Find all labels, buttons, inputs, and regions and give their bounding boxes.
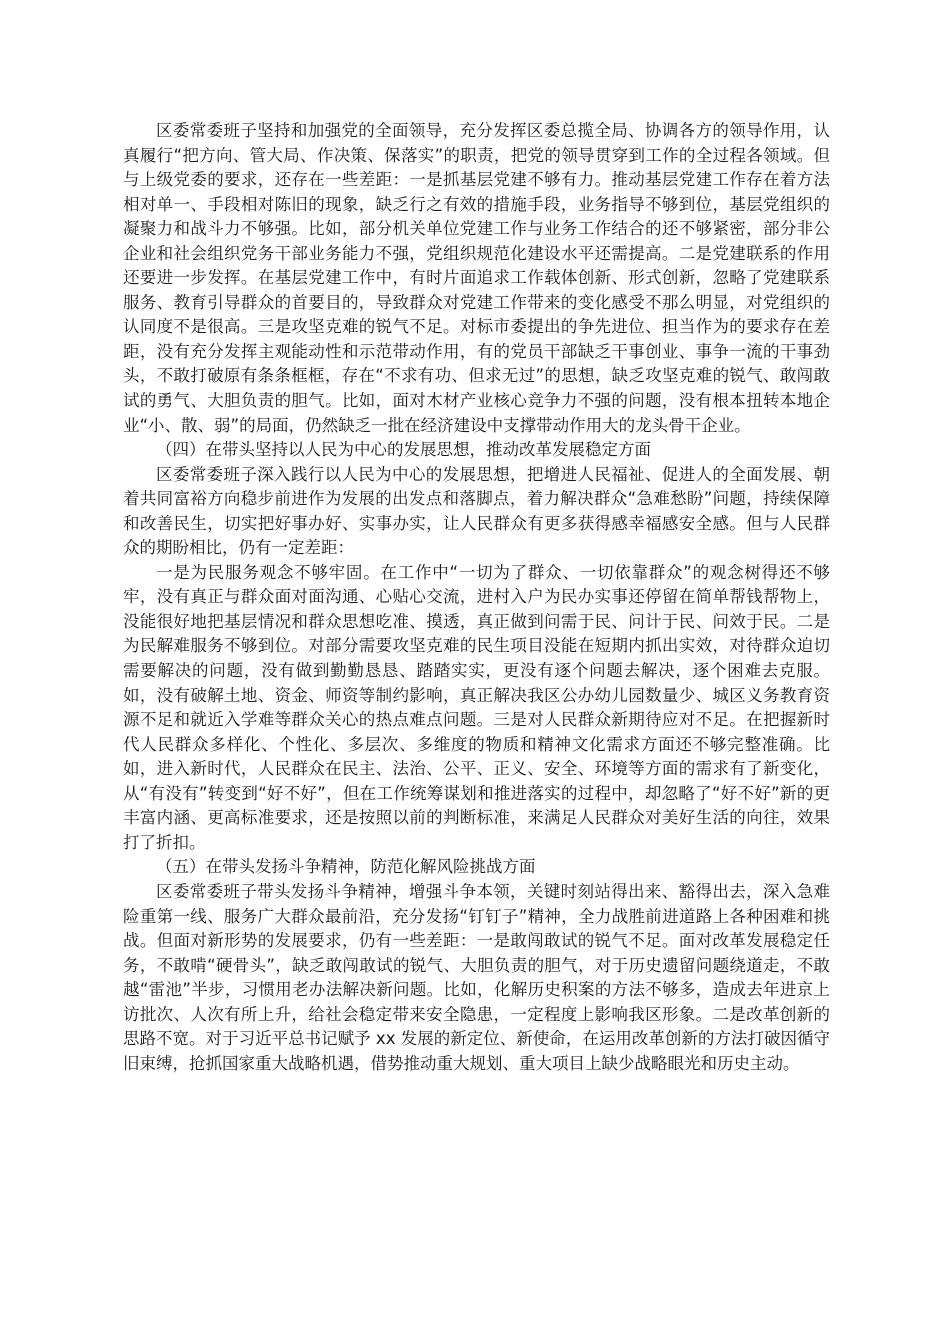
document-page [123,119,830,1076]
paragraph-people-centered-gaps: 一是为民服务观念不够牢固。在工作中“一切为了群众、一切依靠群众”的观念树得还不够牢，没有真正与群众面对面沟通、心贴心交流，进村入户为民办实事还停留在简单帮钱帮物上，没能很好地把基层情况和群众思想吃准、摸透，真正做到问需于民、问计于民、问效于民。二是为民解难服务不够到位。对部分需要攻坚克难的民生项目没能在短期内抓出实效，对待群众迫切需要解决的问题，没有做到勤勤恳恳、踏踏实实，更没有逐个问题去解决，逐个困难去克服。如，没有破解土地、资金、师资等制约影响，真正解决我区公办幼儿园数量少、城区义务教育资源不足和就近入学难等群众关心的热点难点问题。三是对人民群众新期待应对不足。在把握新时代人民群众多样化、个性化、多层次、多维度的物质和精神文化需求方面还不够完整准确。比如，进入新时代，人民群众在民主、法治、公平、正义、安全、环境等方面的需求有了新变化，从“有没有”转变到“好不好”，但在工作统筹谋划和推进落实的过程中，却忽略了“好不好”新的更丰富内涵、更高标准要求，还是按照以前的判断标准，来满足人民群众对美好生活的向往，效果打了折扣。 [123,562,830,852]
paragraph-people-centered-intro: 区委常委班子深入践行以人民为中心的发展思想，把增进人民福祉、促进人的全面发展、朝着共同富裕方向稳步前进作为发展的出发点和落脚点，着力解决群众“急难愁盼”问题，持续保障和改善民生，切实把好事办好、实事办实，让人民群众有更多获得感幸福感安全感。但与人民群众的期盼相比，仍有一定差距： [123,464,830,558]
section-heading-5: （五）在带头发扬斗争精神，防范化解风险挑战方面 [156,857,536,877]
paragraph-party-leadership: 区委常委班子坚持和加强党的全面领导，充分发挥区委总揽全局、协调各方的领导作用，认真履行“把方向、管大局、作决策、保落实”的职责，把党的领导贯穿到工作的全过程各领域。但与上级党委的要求，还存在一些差距：一是抓基层党建不够有力。推动基层党建工作存在着方法相对单一、手段相对陈旧的现象，缺乏行之有效的措施手段，业务指导不够到位，基层党组织的凝聚力和战斗力不够强。比如，部分机关单位党建工作与业务工作结合的还不够紧密，部分非公企业和社会组织党务干部业务能力不强，党组织规范化建设水平还需提高。二是党建联系的作用还要进一步发挥。在基层党建工作中，有时片面追求工作载体创新、形式创新，忽略了党建联系服务、教育引导群众的首要目的，导致群众对党建工作带来的变化感受不那么明显，对党组织的认同度不是很高。三是攻坚克难的锐气不足。对标市委提出的争先进位、担当作为的要求存在差距，没有充分发挥主观能动性和示范带动作用，有的党员干部缺乏干事创业、事争一流的干事劲头，不敢打破原有条条框框，存在“不求有功、但求无过”的思想，缺乏攻坚克难的锐气、敢闯敢试的勇气、大胆负责的胆气。比如，面对木材产业核心竞争力不强的问题，没有根本扭转本地企业“小、散、弱”的局面，仍然缺乏一批在经济建设中支撑带动作用大的龙头骨干企业。 [123,121,830,435]
paragraph-struggle-spirit: 区委常委班子带头发扬斗争精神，增强斗争本领，关键时刻站得出来、豁得出去，深入急难险重第一线、服务广大群众最前沿，充分发扬“钉钉子”精神，全力战胜前进道路上各种困难和挑战。但面对新形势的发展要求，仍有一些差距：一是敢闯敢试的锐气不足。面对改革发展稳定任务，不敢啃“硬骨头”，缺乏敢闯敢试的锐气、大胆负责的胆气，对于历史遗留问题绕道走，不敢越“雷池”半步，习惯用老办法解决新问题。比如，化解历史积案的方法不够多，造成去年进京上访批次、人次有所上升，给社会稳定带来安全隐患，一定程度上影响我区形象。二是改革创新的思路不宽。对于习近平总书记赋予 xx 发展的新定位、新使命，在运用改革创新的方法打破因循守旧束缚，抢抓国家重大战略机遇，借势推动重大规划、重大项目上缺少战略眼光和历史主动。 [123,881,830,1073]
section-heading-4: （四）在带头坚持以人民为中心的发展思想，推动改革发展稳定方面 [156,440,651,460]
